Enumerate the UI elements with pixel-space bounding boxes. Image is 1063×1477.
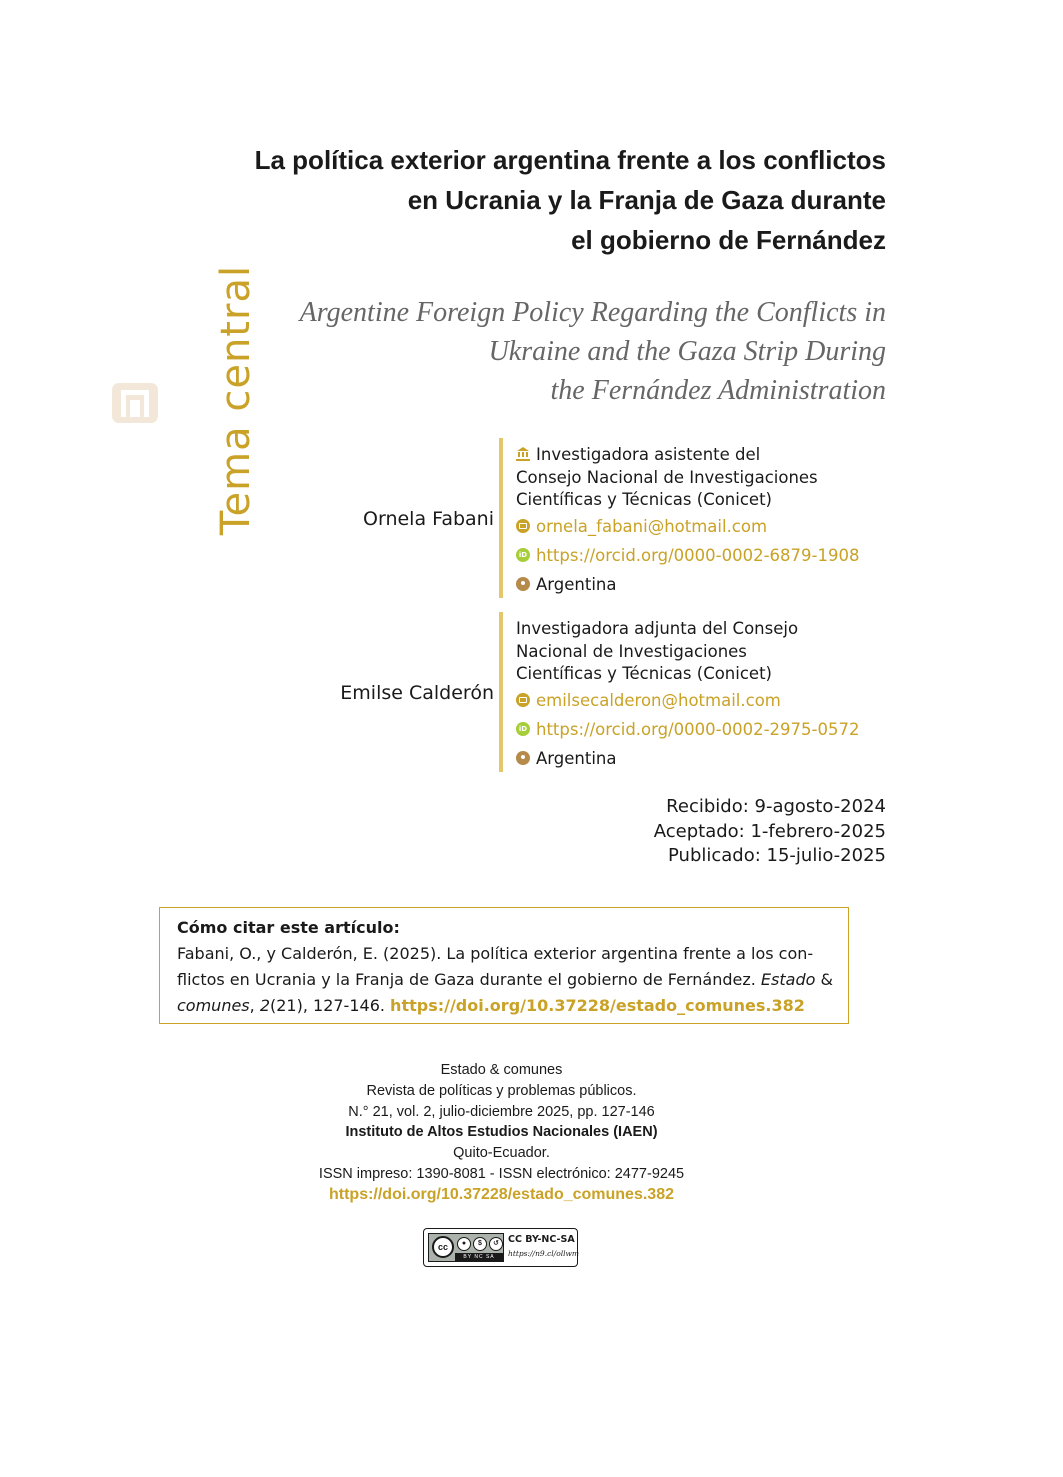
issn-online: 2477-9245 (610, 1165, 685, 1182)
email-row (516, 686, 896, 715)
citation-text: (21), 127-146. (270, 996, 391, 1015)
nc-icon: $ (473, 1237, 487, 1251)
location-pin-icon (516, 751, 530, 765)
email-icon (516, 693, 530, 707)
issn-online-label: ISSN electrónico: (498, 1165, 611, 1182)
location-pin-icon (516, 577, 530, 591)
title-line: La política exterior argentina frente a los conflictos (254, 145, 886, 175)
citation-line: Fabani, O., y Calderón, E. (2025). La política exterior argentina frente a los con- (177, 944, 814, 963)
author-info (516, 444, 896, 599)
citation-text: , (249, 996, 260, 1015)
affiliation-line: Nacional de Investigaciones (516, 641, 747, 661)
affiliation-line: Investigadora adjunta del Consejo (516, 619, 799, 638)
orcid-row (516, 715, 896, 744)
article-title-english (200, 293, 886, 410)
orcid-link[interactable]: https://orcid.org/0000-0002-2975-0572 (536, 719, 860, 739)
author-info (516, 618, 896, 773)
journal-issue: N.° 21, vol. 2, julio-diciembre 2025, pp. 127-146 (348, 1103, 655, 1120)
issn-print-label: ISSN impreso: (318, 1165, 413, 1182)
issn-print: 1390-8081 (412, 1165, 486, 1182)
sa-icon: ↺ (489, 1237, 503, 1251)
journal-issn (200, 1164, 803, 1185)
citation-text: flictos en Ucrania y la Franja de Gaza durante el gobierno de Fernández. (177, 970, 761, 989)
affiliation-line: Científicas y Técnicas (Conicet) (516, 664, 772, 683)
author-name: Emilse Calderón (340, 682, 494, 704)
email-row (516, 512, 896, 541)
section-tag-label: Tema central (213, 264, 259, 536)
citation-doi-link[interactable]: https://doi.org/10.37228/estado_comunes.382 (390, 996, 805, 1015)
cc-icon: cc (432, 1236, 454, 1258)
affiliation-line: Consejo Nacional de Investigaciones (516, 467, 818, 487)
institution-icon (516, 449, 530, 461)
subtitle-line: the Fernández Administration (550, 375, 886, 406)
author-divider (499, 612, 503, 772)
volume-italic: 2 (259, 996, 270, 1015)
journal-city: Quito-Ecuador. (453, 1145, 550, 1162)
journal-name: Estado & comunes (440, 1062, 563, 1078)
orcid-link[interactable]: https://orcid.org/0000-0002-6879-1908 (536, 545, 860, 565)
license-url[interactable]: https://n9.cl/ollwm (508, 1249, 580, 1258)
country: Argentina (536, 748, 617, 768)
journal-info (200, 1060, 803, 1206)
affiliation-line: Investigadora asistente del (536, 445, 761, 464)
citation-box (159, 907, 849, 1024)
affiliation-line: Científicas y Técnicas (Conicet) (516, 490, 772, 509)
article-title (200, 140, 886, 260)
country-row (516, 570, 896, 599)
date-accepted: Aceptado: 1-febrero-2025 (653, 820, 886, 842)
subtitle-line: Argentine Foreign Policy Regarding the Conflicts in (299, 297, 886, 328)
title-line: en Ucrania y la Franja de Gaza durante (407, 185, 886, 215)
email-icon (516, 519, 530, 533)
author-divider (499, 438, 503, 598)
author-block-2 (200, 612, 886, 772)
country: Argentina (536, 574, 617, 594)
journal-name-italic: Estado (760, 970, 816, 989)
date-published: Publicado: 15-julio-2025 (668, 845, 886, 866)
subtitle-line: Ukraine and the Gaza Strip During (488, 336, 886, 367)
email-link[interactable]: ornela_fabani@hotmail.com (536, 516, 768, 536)
cc-license-badge[interactable] (423, 1228, 578, 1267)
cc-strip-label: BY NC SA (455, 1253, 503, 1261)
journal-logo-icon (112, 383, 158, 423)
citation-line (177, 967, 832, 993)
date-received: Recibido: 9-agosto-2024 (666, 796, 886, 817)
issn-separator: - (485, 1165, 499, 1182)
citation-text: & (815, 970, 833, 989)
title-line: el gobierno de Fernández (571, 225, 886, 255)
orcid-icon (516, 548, 530, 562)
section-tag (103, 140, 259, 536)
by-icon: ● (457, 1237, 471, 1251)
affiliation (516, 444, 896, 467)
email-link[interactable]: emilsecalderon@hotmail.com (536, 690, 781, 710)
journal-subtitle: Revista de políticas y problemas públicos. (366, 1082, 637, 1099)
journal-doi-link[interactable]: https://doi.org/10.37228/estado_comunes.382 (328, 1185, 674, 1203)
orcid-icon (516, 722, 530, 736)
author-name: Ornela Fabani (363, 508, 494, 530)
country-row (516, 744, 896, 773)
citation-heading: Cómo citar este artículo: (177, 918, 400, 937)
journal-name-italic: comunes (177, 996, 250, 1015)
author-block-1 (200, 438, 886, 598)
license-label: CC BY-NC-SA (508, 1234, 575, 1245)
orcid-row (516, 541, 896, 570)
citation-line (177, 993, 832, 1019)
article-dates (500, 795, 886, 869)
cc-icons (428, 1233, 504, 1262)
journal-institute: Instituto de Altos Estudios Nacionales (IAEN) (345, 1124, 658, 1141)
